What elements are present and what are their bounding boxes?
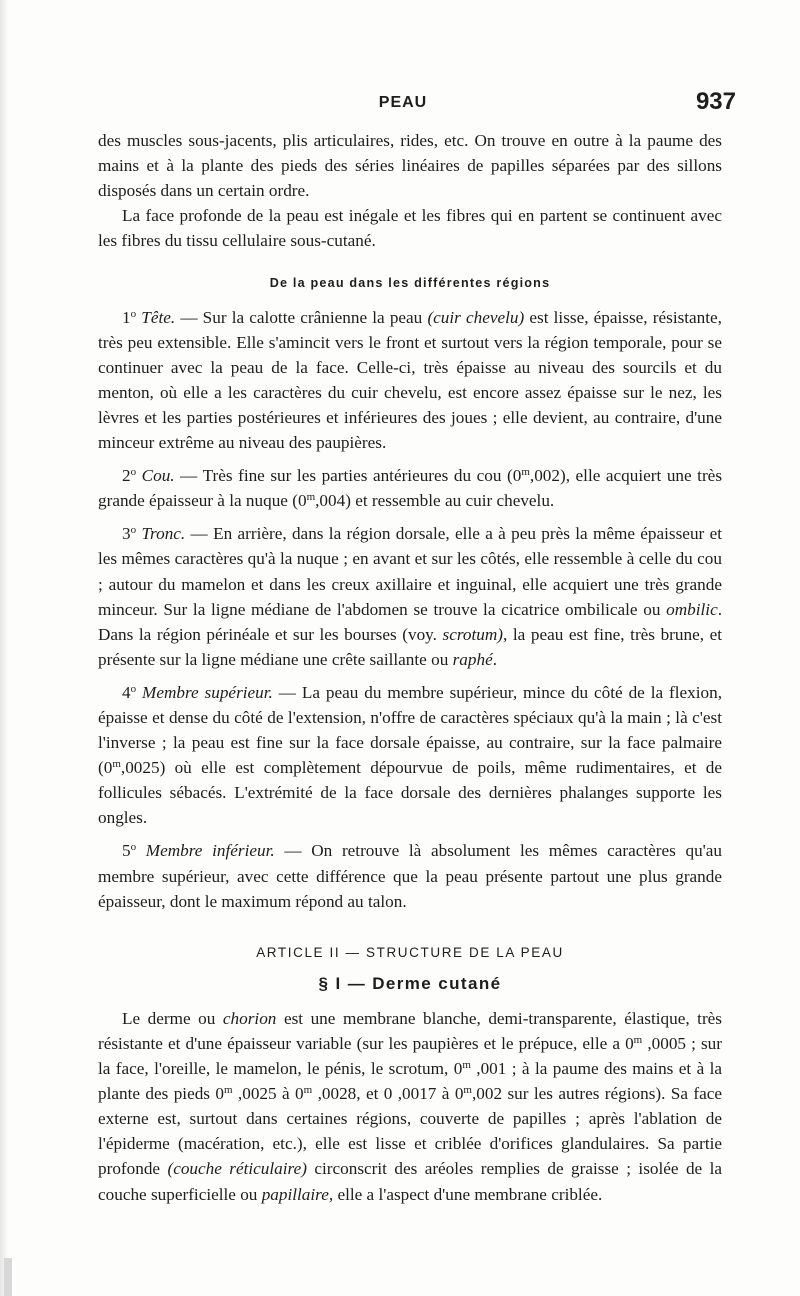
article-heading: ARTICLE II — STRUCTURE DE LA PEAU — [256, 944, 564, 960]
spacer — [98, 672, 722, 680]
region-number: 2 — [122, 466, 131, 486]
region-cou — [98, 463, 722, 513]
unit-mark: m — [633, 1034, 643, 1046]
ordinal-mark: o — [130, 466, 137, 479]
region-title: Cou. — [141, 466, 175, 486]
body-text — [98, 128, 722, 1207]
anatomical-term: (couche réticulaire) — [167, 1159, 307, 1179]
derme-text: ,0025 à 0 — [232, 1084, 304, 1104]
page-number: 937 — [695, 88, 736, 115]
binding-mark — [4, 1258, 12, 1296]
page-edge-shadow — [0, 0, 9, 1296]
anatomical-term: chorion — [222, 1008, 277, 1028]
anatomical-term: (cuir chevelu) — [427, 307, 525, 327]
region-tete — [98, 305, 722, 456]
region-text: ,004) et ressemble au cuir chevelu. — [315, 491, 555, 511]
region-text: . — [492, 649, 497, 669]
region-text: . Dans la région périnéale et sur les bourses (voy. — [98, 599, 722, 644]
paragraph-face-profonde: La face profonde de la peau est inégale et les fibres qui en partent se continuent avec les fibres du tissu cellulaire sous-cutané. — [98, 206, 722, 251]
unit-mark: m — [463, 1084, 472, 1097]
paragraph-heading: § I — Derme cutané — [318, 973, 502, 993]
unit-mark: m — [306, 491, 316, 504]
region-number: 3 — [122, 524, 131, 544]
anatomical-term: ombilic — [666, 599, 718, 619]
unit-mark: m — [462, 1059, 471, 1072]
derme-text: ,002 sur les autres régions). Sa face externe est, surtout dans certaines régions, couverte de papilles ; après l'ablation de l'épiderme (macération, etc.), elle est lisse et criblée d'orifices glandulaires. Sa partie profonde — [98, 1084, 722, 1179]
derme-text: est une membrane blanche, demi-transparente, élastique, très résistante et d'une épaisseur variable (sur les paupières et le prépuce, elle a 0 — [98, 1008, 722, 1053]
derme-text: ,0028, et 0 ,0017 à 0 — [312, 1084, 464, 1104]
ordinal-mark: o — [130, 841, 137, 854]
paragraph-muscles: des muscles sous-jacents, plis articulaires, rides, etc. On trouve en outre à la paume des mains et à la plante des pieds des séries linéaires de papilles séparées par des sillons disposés dans un certain ordre. — [98, 131, 722, 201]
unit-mark: m — [112, 758, 121, 771]
region-text: — En arrière, dans la région dorsale, elle a à peu près la même épaisseur et les mêmes caractères qu'à la nuque ; en avant et sur les côtés, elle ressemble à celle du cou ; autour du mamelon et dans les creux axillaire et inguinal, elle acquiert une très grande minceur. Sur la ligne médiane de l'abdomen se trouve la cicatrice ombilicale ou — [98, 524, 722, 619]
region-membre-superieur — [98, 680, 722, 831]
region-number: 5 — [122, 841, 131, 861]
derme-text: elle a l'aspect d'une membrane criblée. — [333, 1184, 603, 1204]
ordinal-mark: o — [130, 682, 137, 695]
region-text: — La peau du membre supérieur, mince du côté de la flexion, épaisse et dense du côté de l'extension, n'offre de caractères spéciaux qu'à la main ; là c'est l'inverse ; la peau est fine sur la face dorsale épaisse, au contraire, sur la face palmaire (0 — [98, 682, 723, 778]
ordinal-mark: o — [130, 307, 137, 320]
region-text: , la peau est fine, très brune, et présente sur la ligne médiane une crête saillante ou — [98, 624, 722, 669]
unit-mark: m — [303, 1084, 313, 1097]
unit-mark: m — [223, 1084, 233, 1097]
region-title: Tronc. — [141, 524, 186, 544]
derme-text: circonscrit des aréoles remplies de graisse ; isolée de la couche superficielle ou — [98, 1159, 723, 1204]
region-text: ,0025) où elle est complètement dépourvue de poils, même rudimentaires, et de follicules sébacés. L'extrémité de la face dorsale des dernières phalanges supporte les ongles. — [98, 758, 722, 828]
region-text: — Sur la calotte crânienne la peau — [175, 307, 428, 327]
paragraph-derme — [98, 1006, 722, 1207]
spacer — [98, 830, 722, 838]
region-number: 1 — [122, 307, 131, 327]
anatomical-term: raphé — [452, 649, 493, 669]
region-text: — On retrouve là absolument les mêmes caractères qu'au membre supérieur, avec cette différence que la peau présente partout une plus grande épaisseur, dont le maximum répond au talon. — [98, 841, 723, 911]
spacer — [98, 455, 722, 463]
derme-text: ,001 ; à la paume des mains et à la plante des pieds 0 — [98, 1059, 722, 1104]
ordinal-mark: o — [130, 524, 137, 537]
running-head — [70, 88, 736, 122]
anatomical-term: papillaire, — [261, 1184, 334, 1204]
derme-text: ,0005 ; sur la face, l'oreille, le mamelon, le pénis, le scrotum, 0 — [98, 1034, 722, 1079]
unit-mark: m — [521, 466, 530, 479]
running-title: PEAU — [378, 94, 428, 111]
region-number: 4 — [122, 682, 131, 702]
region-text: ,002), elle acquiert une très grande épaisseur à la nuque (0 — [98, 466, 723, 511]
derme-text: Le derme ou — [122, 1008, 223, 1028]
region-title: Membre inférieur. — [145, 841, 275, 861]
region-text: est lisse, épaisse, résistante, très peu extensible. Elle s'amincit vers le front et surtout vers la région temporale, pour se continuer avec la peau de la face. Celle-ci, très épaisse au niveau des sourcils et du menton, où elle a les caractères du cuir chevelu, est encore assez épaisse sur le nez, les lèvres et les parties postérieures et inférieures des joues ; elle devient, au contraire, d'une minceur extrême au niveau des paupières. — [98, 307, 722, 453]
region-membre-inferieur — [98, 838, 722, 913]
region-text: — Très fine sur les parties antérieures du cou (0 — [174, 466, 522, 486]
anatomical-term: scrotum) — [442, 624, 504, 644]
region-tronc — [98, 521, 722, 672]
spacer — [98, 513, 722, 521]
region-title: Membre supérieur. — [142, 682, 273, 702]
region-title: Tête. — [141, 307, 176, 327]
section-heading: De la peau dans les différentes régions — [269, 276, 551, 291]
